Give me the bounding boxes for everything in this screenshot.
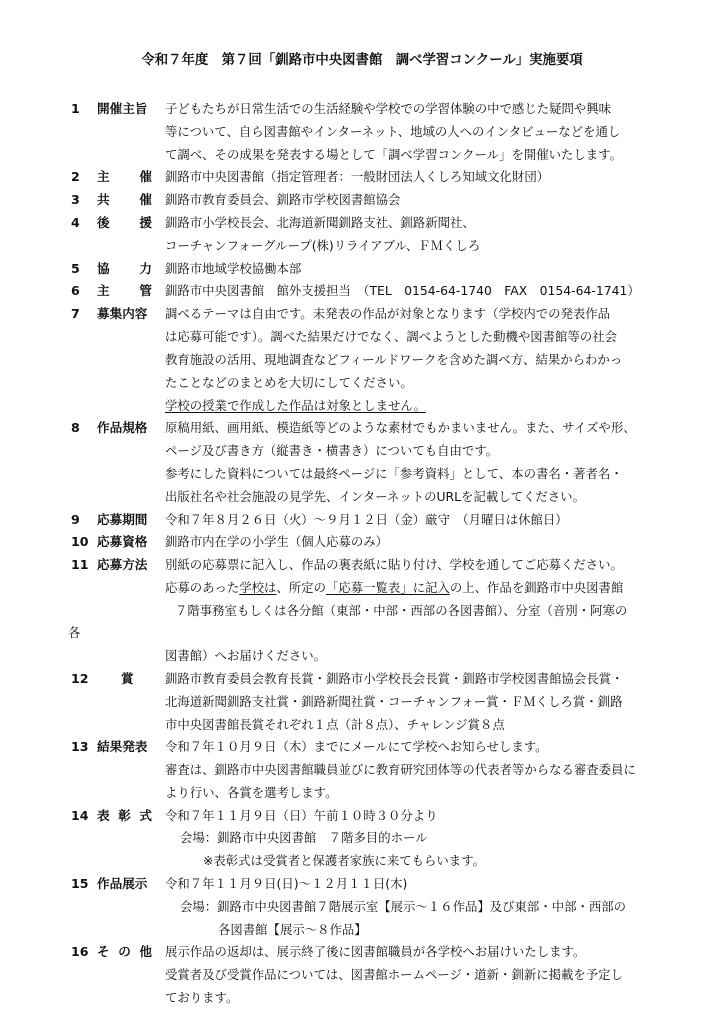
section-heading: 応募方法 — [97, 557, 148, 572]
section-heading: 応募期間 — [97, 512, 148, 527]
section-text: 展示作品の返却は、展示終了後に図書館職員が各学校へお届けいたします。 — [165, 944, 586, 959]
heading-char: そ — [97, 944, 110, 959]
text-run: 、所定の — [276, 580, 326, 595]
section-text: 出版社名や社会施設の見学先、インターネットのURLを記載してください。 — [165, 489, 585, 504]
section-text: 原稿用紙、画用紙、模造紙等どのような素材でもかまいません。また、サイズや形、 — [165, 420, 636, 435]
heading-char: 後 — [97, 215, 110, 230]
section-heading — [97, 257, 152, 280]
heading-char: 式 — [139, 808, 152, 823]
underlined-text: 「応募一覧表」に記入 — [325, 580, 450, 595]
section-text: より行い、各賞を選考します。 — [165, 785, 338, 800]
section-text: コーチャンフォーグループ(株)リライアブル、ＦＭくしろ — [165, 238, 481, 253]
section-text: 調べるテーマは自由です。未発表の作品が対象となります（学校内での発表作品 — [165, 306, 611, 321]
section-heading — [97, 940, 152, 963]
section-number: 2 — [71, 169, 80, 184]
section-number: 14 — [71, 808, 89, 823]
section-heading — [97, 804, 152, 827]
section-text: 会場：釧路市中央図書館 ７階多目的ホール — [180, 830, 428, 845]
section-text: 等について、自ら図書館やインターネット、地域の人へのインタビューなどを通し — [165, 124, 621, 139]
document-title: 令和７年度 第７回「釧路市中央図書館 調べ学習コンクール」実施要項 — [141, 53, 583, 68]
section-heading: 開催主旨 — [97, 101, 148, 116]
section-number: 8 — [71, 420, 80, 435]
section-heading: 作品展示 — [97, 876, 148, 891]
heading-char: 力 — [139, 261, 152, 276]
section-heading: 結果発表 — [97, 739, 148, 754]
section-text: ７階事務室もしくは各分館（東部・中部・西部の各図書館）、分室（音別・阿寒の — [175, 603, 628, 618]
section-text: 釧路市教育委員会教育長賞・釧路市小学校長会長賞・釧路市学校図書館協会長賞・ — [165, 671, 624, 686]
section-text: 子どもたちが日常生活での生活経験や学校での学習体験の中で感じた疑問や興味 — [165, 101, 612, 116]
section-text: て調べ、その成果を発表する場として「調べ学習コンクール」を開催いたします。 — [165, 147, 622, 162]
section-heading: 作品規格 — [97, 420, 148, 435]
heading-char: 主 — [97, 169, 110, 184]
heading-char: 主 — [97, 283, 110, 298]
section-heading: 募集内容 — [97, 306, 148, 321]
section-text: ※表彰式は受賞者と保護者家族に来てもらいます。 — [203, 853, 485, 868]
section-text: 令和７年１１月９日（日）午前１０時３０分より — [165, 808, 438, 823]
heading-char: 彰 — [118, 808, 131, 823]
heading-char: 催 — [139, 169, 152, 184]
underlined-notice: 学校の授業で作成した作品は対象としません。 — [165, 398, 426, 413]
section-text: 令和７年１１月９日(日)～１２月１１日(木) — [165, 876, 408, 891]
section-text — [165, 576, 623, 599]
heading-char: 協 — [97, 261, 110, 276]
section-text: 釧路市小学校長会、北海道新聞釧路支社、釧路新聞社、 — [165, 215, 475, 230]
section-text: 釧路市地域学校協働本部 — [165, 261, 302, 276]
heading-char: の — [118, 944, 131, 959]
section-number: 4 — [71, 215, 80, 230]
section-text: 釧路市教育委員会、釧路市学校図書館協会 — [165, 192, 401, 207]
section-text: 図書館）へお届けください。 — [165, 648, 327, 663]
section-number: 15 — [71, 876, 89, 891]
section-text: 参考にした資料については最終ページに「参考資料」として、本の書名・著者名・ — [165, 466, 623, 481]
section-text: 北海道新聞釧路支社賞・釧路新聞社賞・コーチャンフォー賞・ＦＭくしろ賞・釧路 — [165, 694, 623, 709]
heading-char: 表 — [97, 808, 110, 823]
section-text: 各 — [68, 625, 81, 640]
heading-char: 催 — [139, 192, 152, 207]
section-text: 令和７年８月２６日（火）～９月１２日（金）厳守 （月曜日は休館日） — [165, 512, 568, 527]
underlined-text: 学校は — [239, 580, 277, 595]
section-number: 1 — [71, 101, 80, 116]
heading-char: 共 — [97, 192, 110, 207]
section-text: 別紙の応募票に記入し、作品の裏表紙に貼り付け、学校を通してご応募ください。 — [165, 557, 623, 572]
section-text: 受賞者及び受賞作品については、図書館ホームページ・道新・釧新に掲載を予定し — [165, 967, 623, 982]
section-text: 令和７年１０月９日（木）までにメールにて学校へお知らせします。 — [165, 739, 548, 754]
section-number: 7 — [71, 306, 80, 321]
section-number: 16 — [71, 944, 89, 959]
section-text: 会場：釧路市中央図書館７階展示室【展示～１６作品】及び東部・中部・西部の — [180, 899, 627, 914]
section-text: 釧路市中央図書館（指定管理者：一般財団法人くしろ知域文化財団） — [165, 169, 550, 184]
section-text: 釧路市中央図書館 館外支援担当 （TEL 0154-64-1740 FAX 0154-64-1741） — [165, 283, 640, 298]
section-heading: 応募資格 — [97, 534, 148, 549]
section-text: ページ及び書き方（縦書き・横書き）についても自由です。 — [165, 443, 499, 458]
section-number: 9 — [71, 512, 80, 527]
heading-char: 管 — [139, 283, 152, 298]
heading-char: 他 — [139, 944, 152, 959]
section-text: 各図書館【展示～８作品】 — [218, 922, 367, 937]
section-number: 10 — [71, 534, 89, 549]
section-text: 審査は、釧路市中央図書館職員並びに教育研究団体等の代表者等からなる審査委員に — [165, 762, 636, 777]
section-heading: 賞 — [121, 671, 134, 686]
section-text: 釧路市内在学の小学生（個人応募のみ） — [165, 534, 389, 549]
section-number: 3 — [71, 192, 80, 207]
section-number: 6 — [71, 283, 80, 298]
section-text: 市中央図書館長賞それぞれ１点（計８点）、チャレンジ賞８点 — [165, 717, 505, 732]
section-text: たことなどのまとめを大切にしてください。 — [165, 375, 413, 390]
text-run: 応募のあった — [165, 580, 240, 595]
section-text: ております。 — [165, 990, 239, 1005]
section-text: は応募可能です）。調べた結果だけでなく、調べようとした動機や図書館等の社会 — [165, 329, 618, 344]
section-number: 11 — [71, 557, 89, 572]
section-number: 5 — [71, 261, 80, 276]
section-number: 13 — [71, 739, 89, 754]
heading-char: 援 — [139, 215, 152, 230]
section-heading — [97, 188, 152, 211]
section-heading — [97, 279, 152, 302]
text-run: の上、作品を釧路市中央図書館 — [449, 580, 624, 595]
section-text: 教育施設の活用、現地調査などフィールドワークを含めた調べ方、結果からわかっ — [165, 352, 623, 367]
section-number: 12 — [71, 671, 89, 686]
section-heading — [97, 165, 152, 188]
section-heading — [97, 211, 152, 234]
